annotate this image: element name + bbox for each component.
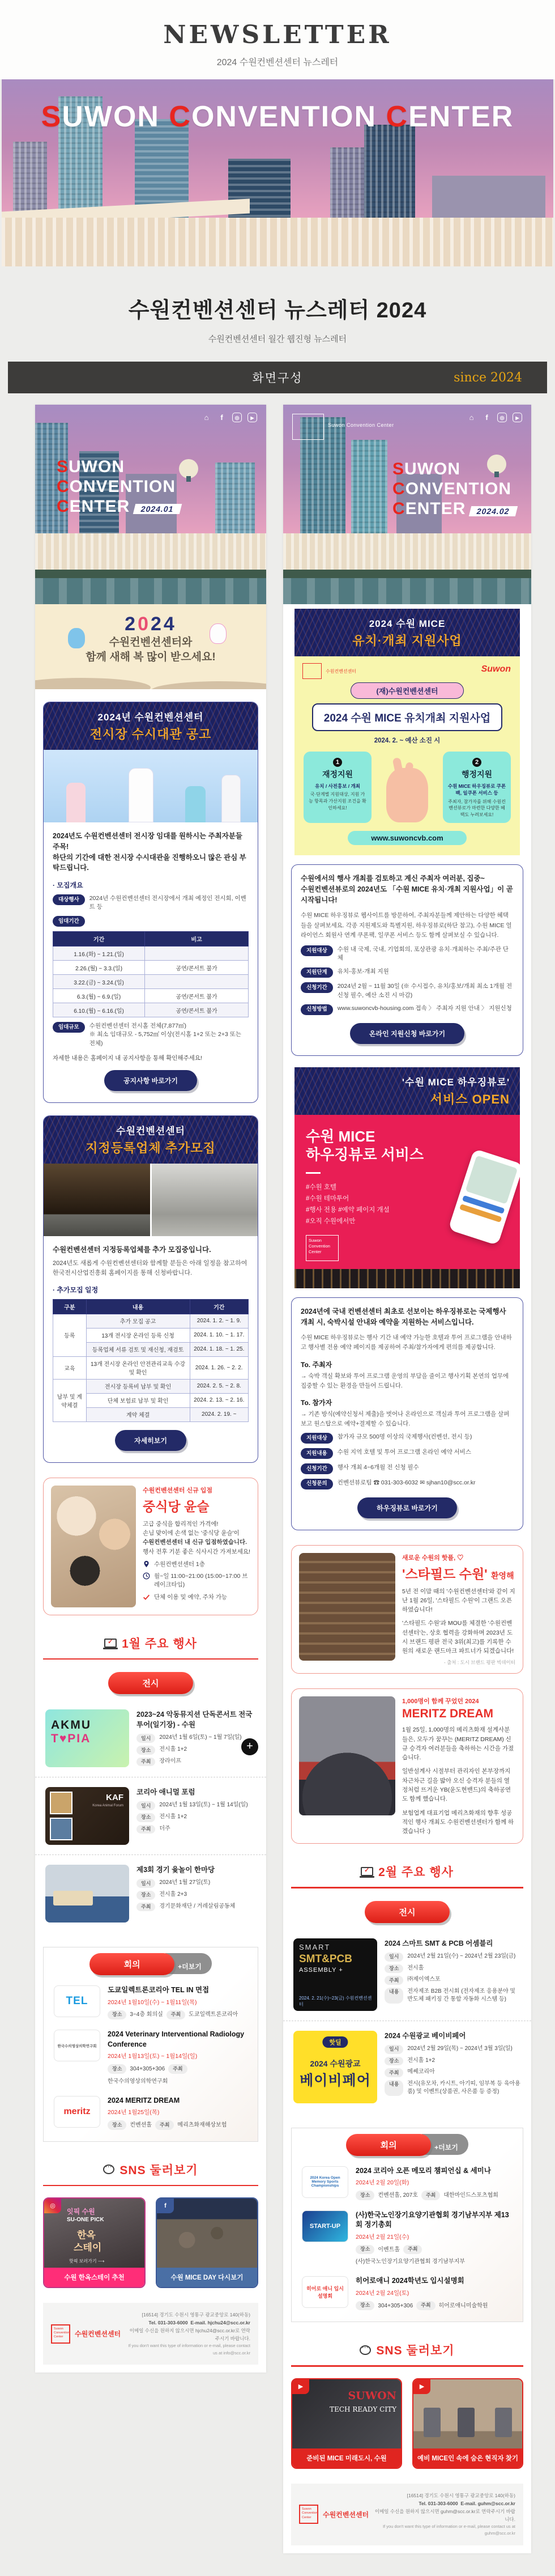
notice-registered-vendors (43, 1115, 258, 1463)
hill (151, 681, 266, 689)
hero-text: ENTER (408, 100, 514, 133)
notice-banner-line2: 전시장 수시대관 공고 (89, 727, 212, 741)
sns-thumbnail (413, 2379, 522, 2448)
support-paragraph: 수원 MICE 하우징뷰로 웹사이트를 방문하여, 주최자분들께 제안하는 다양한 혜택들을 살펴보세요. 각종 지원제도와 특별지원, 하우징뷰로(하단 참고), 수원 MICE 얼라이언스 회원사 연계 쿠폰팩, 일쿠폰 서비스 등도 함께 살펴보실 수 있습니다. (301, 911, 512, 939)
facebook-badge-icon: f (157, 2199, 174, 2213)
event-thumbnail: AKMU T♥PIA (45, 1709, 129, 1767)
event-thumbnail: KAF Korea Animal Forum (45, 1787, 129, 1845)
housing-title: 수원 MICE 하우징뷰로 서비스 (306, 1127, 424, 1164)
hall-photo (44, 1164, 150, 1236)
housing-banner-line2: 서비스 OPEN (430, 1092, 510, 1106)
restaurant-tag: 수원컨벤션센터 신규 입점 (143, 1487, 212, 1494)
col-header: 구분 (53, 1299, 87, 1314)
newsletter-column-february (283, 405, 531, 2553)
column-footer (43, 2303, 258, 2365)
footer-address: [16514] 경기도 수원시 영통구 광교중앙로 140(하동) Tel. 031-303-6000 E-mail. guhm@scc.or.kr 이메일 수신을 원하지 않으시면 guhm@scc.or.kr로 연락주시기 바랍니다. If you don't want this type of information or e-mail, please contact us at guhm@scc.or.kr (374, 2492, 515, 2536)
speech-bubble-icon (103, 2165, 114, 2174)
water (283, 578, 531, 604)
section-underline (43, 1658, 258, 1660)
event-title: 2024 수원광교 베이비페어 (385, 2031, 466, 2040)
person-figure (66, 783, 86, 822)
restaurant-extra: 단체 이용 및 예약, 주차 가능 (154, 1593, 228, 1601)
meritz-p2: 일반설계사 시절부터 관리자인 본부장까지 차근차근 길을 밟아 오신 승격자 분들의 열정처럼 뜨거운 YB(윤도현밴드)의 축하공연도 함께 했습니다. (402, 1768, 511, 1803)
events-section-title: 2월 주요 행사 (378, 1866, 454, 1879)
hall-photo (152, 1164, 258, 1236)
meritz-title: MERITZ DREAM (402, 1707, 493, 1721)
cover-title (57, 457, 181, 516)
hill (35, 678, 151, 689)
hero-text: ONVENTION (191, 100, 386, 133)
badge-scale: 임대규모 (53, 1022, 85, 1033)
meeting-title: 히어로애니 2024학년도 입시설명회 (356, 2277, 464, 2285)
divider (306, 1172, 321, 1174)
sns-card-facebook[interactable] (156, 2197, 258, 2288)
meetings-card (43, 1947, 258, 2142)
cover-social-icons (467, 413, 522, 422)
scc-logo: Suwon Convention Center (306, 1235, 339, 1261)
meeting-logo: START-UP (302, 2210, 348, 2242)
housing-paragraph: 수원 MICE 하우징뷰로는 행사 기간 내 예약 가능한 호텔과 투어 프로그램을 안내하고 행사별 전용 예약 페이지를 제공하여 주최/참가자에게 편의를 제공합니다. (301, 1334, 512, 1351)
events-section-title: 1월 주요 행사 (122, 1637, 197, 1650)
stamp (50, 1792, 72, 1814)
check-icon (143, 1593, 150, 1601)
notice-intro: 수원컨벤션센터 지정등록업체를 추가 모집중입니다. (53, 1245, 211, 1254)
starfield-tag: 새로운 수원의 핫플, ♡ (402, 1554, 464, 1561)
masthead (0, 0, 555, 79)
hall-photos (44, 1164, 258, 1236)
schedule-label: · 추가모집 일정 (53, 1285, 99, 1294)
event-thumbnail: SMART SMT&PCB ASSEMBLY + 2024. 2. 21(수)~23(금) 수원컨벤션센터 (293, 1938, 377, 2011)
event-date: 2024년 1월 13일(토) ~ 1월 14일(일) (159, 1802, 248, 1809)
event-date: 2024년 1월 27일(토) (159, 1879, 211, 1886)
sns-caption: 수원 MICE DAY 다시보기 (157, 2268, 257, 2287)
support-poster (294, 656, 520, 855)
newsletter-column-january (35, 405, 266, 2373)
event-place: 전시홀 1+2 (159, 1746, 187, 1753)
to-participant-text: → 기존 방식(예약신청서 제출)을 벗어나 온라인으로 객실과 투어 프로그램을 살펴보고 원스탑으로 예약+결제할 수 있습니다. (301, 1410, 510, 1427)
suwon-city-logo: Suwon (481, 664, 511, 674)
meeting-date: 2024년 2월 24일(토) (356, 2289, 409, 2297)
stamp (50, 1818, 72, 1840)
tree-band (283, 570, 531, 578)
since-label: since 2024 (454, 370, 522, 385)
event-title: 2023~24 악동뮤지션 단독콘서트 전국투어(일기장) - 수원 (136, 1711, 253, 1729)
person (495, 2408, 512, 2437)
cover-text: ENTER (69, 497, 130, 516)
sns-section-header (35, 2161, 266, 2178)
greeting-line1: 수원컨벤션센터와 (109, 636, 193, 648)
hero-banner (2, 79, 553, 266)
support-banner-line2: 유치·개최 지원사업 (352, 634, 462, 648)
dragon-character (210, 623, 227, 644)
hero-title (2, 100, 553, 134)
scc-logo: Suwon Convention Center (299, 2505, 318, 2524)
starfield-photo (299, 1553, 395, 1661)
event-title: 코리아 애니멀 포럼 (136, 1788, 195, 1797)
person-figure (185, 786, 206, 822)
laptop-icon (104, 1639, 117, 1648)
new-year-greeting (35, 604, 266, 689)
cover-january (35, 405, 266, 604)
poster-url[interactable]: www.suwoncvb.com (348, 831, 467, 845)
yut-board (53, 1891, 93, 1906)
apply-online-button[interactable]: 온라인 지원신청 바로가기 (350, 1023, 464, 1044)
people-illustration (44, 750, 258, 822)
badge: 지원단계 (301, 967, 333, 978)
table-row: 13개 전시장 온라인 등록 신청 2024. 1. 10. ~ 1. 17. (53, 1328, 249, 1342)
more-button[interactable]: +더보기 (165, 1953, 212, 1974)
cover-social-icons (202, 413, 257, 422)
badge: 신청문의 (301, 1479, 333, 1489)
event-item: 제3회 경기 윷놀이 한마당 일시 2024년 1월 27일(토) 장소 전시홀 2+3 주최 경기문화재단 / 겨레살림공동체 (35, 1854, 266, 1932)
instagram-badge-icon: ◎ (44, 2199, 61, 2213)
footer-address: [16514] 경기도 수원시 영통구 광교중앙로 140(하동) Tel. 031-303-6000 E-mail. hjchu24@scc.or.kr 이메일 수신을 원하지 않으시면 hjchu24@scc.or.kr로 연락주시기 바랍니다. If you don't want this type of information or e-mail, please contact us at info@scc.or.kr (128, 2312, 250, 2356)
cover-letter: S (57, 457, 69, 476)
cover-text: UWON (69, 457, 125, 476)
col-header: 비고 (145, 932, 249, 947)
events-section-header (35, 1635, 266, 1652)
instagram-icon[interactable]: ◎ (232, 413, 242, 422)
badge-target: 대상행사 (53, 894, 85, 905)
venue-building (283, 533, 531, 570)
scc-logo: Suwon Convention Center (51, 2324, 70, 2344)
hero-letter: C (386, 100, 409, 133)
hero-letter: S (41, 100, 62, 133)
table-row: 등록업체 서류 검토 및 재신청, 재검토 2024. 1. 18. ~ 1. 25. (53, 1342, 249, 1356)
restaurant-hours: 월~일 11:00~21:00 (15:00~17:00 브레이크타임) (154, 1573, 248, 1589)
event-host: 장라이프 (159, 1758, 182, 1764)
sns-caption: 예비 MICE인 속에 숨은 현직자 찾기 (413, 2448, 522, 2468)
col-header: 기간 (53, 932, 145, 947)
event-item: SMART SMT&PCB ASSEMBLY + 2024. 2. 21(수)~23(금) 수원컨벤션센터 2024 스마트 SMT & PCB 어셈블리 일시 2024년 2월 21일(수) ~ 2024년 2월 23일(금) 장소 전시홀 주최 ㈜제이엑스포 내용 전자제조 B2B 전시회 (전자제조 응용분야 및 반도체 패키징 간 통합 자동화 시스템 등) (283, 1929, 531, 2021)
meeting-logo: meritz (54, 2096, 100, 2128)
water (35, 578, 266, 604)
support-headline2: 수원컨벤션뷰로의 2024년도 「수원 MICE 유치·개최 지원사업」이 곧 시작됩니다! (301, 885, 513, 904)
sns-thumbnail: ◎ 잇픽 수원 SU-ONE PICK 한옥 스테이 핫픽 보러가기 ⟶ (44, 2199, 144, 2268)
notice-intro2: 하단의 기간에 대한 전시장 수시대관을 진행하오니 많은 관심 부탁드립니다. (53, 853, 246, 872)
event-host: 경기문화재단 / 겨레살림공동체 (159, 1903, 236, 1909)
support-bubble-1: 1 재정지원 유치 / 사전홍보 / 개최 국·단계별 지원대상, 지원 가능 항목과 가산지원 조건을 확인하세요! (304, 752, 372, 823)
meritz-tag: 1,000명이 함께 꾸었던 2024 (402, 1698, 479, 1705)
badge-scale-text: 수원컨벤션센터 전시홀 전체(7,877㎡) ※ 최소 임대규모 - 5,752㎡ 이상(전시홀 1+2 또는 2+3 또는 전체) (89, 1022, 242, 1047)
org-name: 수원컨벤션센터 (323, 2510, 369, 2519)
scc-logo: 수원컨벤션센터 (302, 663, 322, 679)
table-row: 2.26.(월) ~ 3.3.(일) 공연/콘서트 불가 (53, 961, 249, 975)
meeting-date: 2024년 1월25일(목) (108, 2109, 160, 2116)
table-row: 6.10.(월) ~ 6.16.(일) 공연/콘서트 불가 (53, 1003, 249, 1017)
event-thumbnail (45, 1865, 129, 1923)
badge: 신청방법 (301, 1004, 333, 1015)
housing-banner (294, 1067, 520, 1115)
event-place: 전시홀 1+2 (159, 1813, 187, 1820)
person (424, 2408, 441, 2437)
org-badge: (재)수원컨벤션센터 (351, 682, 464, 699)
table-row: 교육 13개 전시장 온라인 안전관리교육 수강 및 확인 2024. 1. 26. ~ 2. 2. (53, 1356, 249, 1379)
event-host: 더주 (159, 1825, 170, 1832)
event-date: 2024년 1월 6일(토) ~ 1월 7일(일) (159, 1734, 242, 1741)
sns-card-instagram[interactable] (43, 2197, 146, 2288)
event-item: AKMU T♥PIA 2023~24 악동뮤지션 단독콘서트 전국투어(일기장) - 수원 일시 2024년 1월 6일(토) ~ 1월 7일(일) 장소 전시홀 1+2 주최 장라이프 + (35, 1700, 266, 1777)
meeting-item: 히어로 애니 입시 설명회 히어로애니 2024학년도 입시설명회 2024년 2월 24일(토) 장소 304+305+306 주최 히어로애니미술학원 (302, 2276, 513, 2310)
poster-title: 2024 수원 MICE 유치개최 지원사업 (312, 703, 503, 731)
meritz-p1: 1월 25일, 1,000명의 메리츠화재 설계사분들은, 모두가 꿈꾸는 (MERITZ DREAM) 신규 승격자 여러분들을 축하하는 시간을 가졌습니다. (402, 1726, 514, 1762)
exhibition-pill[interactable]: 전시 (108, 1672, 193, 1694)
expand-plus-button[interactable]: + (241, 1738, 258, 1755)
youtube-play-icon: ▶ (292, 2379, 309, 2394)
col-header: 내용 (86, 1299, 190, 1314)
instagram-icon[interactable]: ◎ (497, 413, 507, 422)
badge: 지원내용 (301, 1448, 333, 1459)
hero-text: UWON (62, 100, 169, 133)
housing-photo-strip (294, 1269, 520, 1288)
meeting-title: 도쿄일렉트론코리아 TEL IN 면접 (108, 1986, 210, 1994)
cover-letter: C (57, 497, 70, 516)
restaurant-photo (51, 1486, 136, 1607)
starfield-source: - 출처 : 도시 브랜드 평판 빅데이터 (443, 1660, 515, 1666)
intro-block (0, 266, 555, 362)
sns-thumbnail: ▶ SUWON TECH READY CITY (292, 2379, 401, 2448)
event-item: KAF Korea Animal Forum 코리아 애니멀 포럼 일시 2024년 1월 13일(토) ~ 1월 14일(일) 장소 전시홀 1+2 주최 더주 (35, 1777, 266, 1854)
issue-badge: 2024.02 (469, 506, 518, 516)
cover-text: ONVENTION (405, 479, 512, 499)
newsletter-title: NEWSLETTER (163, 20, 392, 49)
table-row: 계약 체결 2024. 2. 19. ~ (53, 1407, 249, 1421)
meeting-date: 2024년 1월13일(토) ~ 1월14일(일) (108, 2053, 198, 2060)
sns-caption: 준비된 MICE 미래도시, 수원 (292, 2448, 401, 2468)
meeting-logo: TEL (54, 1985, 100, 2017)
housing-hashtags: #수원 호텔 #수원 테마투어 #행사 전용 #예약 페이지 개설 #오직 수원에서만 (306, 1183, 390, 1225)
table-row: 등록 추가 모집 공고 2024. 1. 2. ~ 1. 9. (53, 1314, 249, 1328)
cover-letter: C (392, 499, 405, 519)
notice-banner (44, 1116, 258, 1164)
meeting-item: 2024 Korea Open Memory Sports Championships 2024 코리아 오픈 메모리 챔피언십 & 세미나 2024년 2월 20일(화) 장소 컨벤션홀, 207호 주최 대한마인드스포츠협회 (302, 2166, 513, 2200)
cover-title (392, 459, 516, 519)
greeting-line2: 함께 새해 복 많이 받으세요! (86, 651, 216, 663)
notice-banner (44, 702, 258, 750)
issue-badge: 2024.01 (133, 504, 182, 514)
badge-target-text: 2024년 수원컨벤션센터 전시장에서 개최 예정인 전시회, 이벤트 등 (89, 895, 246, 911)
col-header: 기간 (190, 1299, 249, 1314)
meetings-card (291, 2128, 523, 2323)
badge-period: 임대기간 (53, 916, 85, 927)
person-figure (221, 775, 241, 822)
detail-button[interactable]: 자세히보기 (115, 1430, 186, 1451)
cover-february (283, 405, 531, 604)
housing-headline: 2024년에 국내 컨벤션센터 최초로 선보이는 하우징뷰로는 국제행사 개최 시, 숙박시설 안내와 예약을 지원하는 서비스입니다. (301, 1308, 506, 1326)
restaurant-location: 수원컨벤션센터 1층 (154, 1560, 205, 1568)
notice-exhibition-rental (43, 702, 258, 1103)
section-bar-label: 화면구성 (252, 372, 303, 385)
youtube-icon[interactable]: ▶ (247, 413, 257, 422)
meeting-date: 2024년 1월10일(수) ~ 1월11일(목) (108, 1998, 197, 2006)
support-banner-line1: 2024 수원 MICE (369, 618, 446, 629)
meeting-pill[interactable]: 회의 (89, 1953, 174, 1975)
meeting-title: (사)한국노인장기요양기관협회 경기남부지부 제13회 정기총회 (356, 2210, 509, 2229)
org-name: 수원컨벤션센터 (75, 2330, 121, 2339)
cover-letter: C (57, 477, 70, 496)
table-row: 단체 보험료 납부 및 확인 2024. 2. 13. ~ 2. 16. (53, 1393, 249, 1407)
table-row: 납부 및 계약체결 전시장 등록비 납부 및 확인 2024. 2. 5. ~ 2. 8. (53, 1379, 249, 1393)
page-title: 수원컨벤션센터 뉴스레터 2024 (128, 299, 427, 322)
building (351, 440, 387, 536)
newsletter-subtitle: 2024 수원컨벤션센터 뉴스레터 (216, 58, 339, 67)
badge: 지원대상 (301, 1433, 333, 1444)
person (458, 2408, 475, 2437)
badge: 지원대상 (301, 945, 333, 956)
sns-card-youtube[interactable] (291, 2378, 402, 2469)
notice-intro: 2024년도 수원컨벤션센터 전시장 임대를 원하시는 주최자분들 주목! (53, 832, 242, 851)
column-footer (291, 2484, 523, 2545)
balloon-doodle (179, 459, 198, 478)
dragon-character (68, 628, 85, 648)
event-item: 핫딜 2024 수원광교 베이비페어 2024 수원광교 베이비페어 일시 2024년 2월 29일(목) ~ 2024년 3월 3일(일) 장소 전시홀 1+2 주최 메쎄코리아 내용 전시(유모차, 카시트, 아기띠, 임부복 등 육아용품) 및 이벤트(상품권, 사은품 등 증정) (283, 2021, 531, 2113)
meeting-logo: 히어로 애니 입시 설명회 (302, 2276, 348, 2308)
restaurant-card (43, 1478, 258, 1615)
meeting-logo: 2024 Korea Open Memory Sports Championships (302, 2166, 348, 2198)
poster-period: 2024. 2. ~ 예산 소진 시 (374, 737, 441, 744)
page-subtitle: 수원컨벤션센터 월간 웹진형 뉴스레터 (208, 334, 347, 344)
cover-text: UWON (404, 460, 461, 478)
starfield-card (291, 1545, 523, 1674)
finger-heart-illustration (386, 768, 428, 822)
badge: 신청기간 (301, 982, 333, 993)
sns-card-youtube[interactable] (412, 2378, 523, 2469)
cover-letter: C (392, 479, 405, 499)
location-pin-icon (143, 1560, 150, 1568)
notice-banner-line2: 지정등록업체 추가모집 (86, 1140, 216, 1155)
section-underline (291, 2365, 523, 2367)
support-bubble-2: 2 행정지원 수원 MICE 하우징뷰로 쿠폰팩, 일쿠폰 서비스 등 주최자, 참가자를 위해 수원컨벤션뷰로가 마련한 다양한 혜택도 누려보세요! (443, 752, 511, 823)
cover-letter: S (392, 460, 405, 478)
notice-banner-line1: 2024년 수원컨벤션센터 (97, 712, 204, 723)
section-underline (291, 1887, 523, 1888)
notice-note: 자세한 내용은 홈페이지 내 공지사항을 통해 확인해주세요! (53, 1054, 202, 1062)
meritz-p3: 보험업계 대표기업 메리츠화재의 향후 성공적인 행사 개최도 수원컨벤션센터가 함께 하겠습니다 :) (402, 1809, 514, 1835)
starfield-p1: 5년 전 이맘 때의 '수원컨벤션센터'와 같이 지난 1월 26일, '스타필드 수원'이 그랜드 오픈 하였습니다! (402, 1588, 515, 1614)
sns-section-title: SNS 둘러보기 (119, 2163, 198, 2177)
youtube-icon[interactable]: ▶ (513, 413, 522, 422)
event-title: 2024 스마트 SMT & PCB 어셈블리 (385, 1939, 493, 1947)
greeting-year: 2024 (125, 613, 177, 635)
tree-band (35, 570, 266, 578)
starfield-p2: '스타필드 수원'과 MOU를 체결한 '수원컨벤션센터'는, 상호 협력을 강화하며 2023년 도시 브랜드 평판 전국 3위(최고)를 기록한 수원의 새로운 랜드마크 파트너가 되겠습니다! (402, 1620, 514, 1655)
support-headline1: 수원에서의 행사 개최를 검토하고 계신 주최자 여러분, 집중~ (301, 875, 485, 883)
overview-label: · 모집개요 (53, 881, 83, 889)
meritz-card (291, 1688, 523, 1844)
table-row: 1.16.(화) ~ 1.21.(일) (53, 947, 249, 961)
housing-banner-line1: '수원 MICE 하우징뷰로' (402, 1076, 510, 1088)
sns-section-title: SNS 둘러보기 (376, 2344, 455, 2358)
rental-period-table (53, 931, 249, 1017)
facebook-icon[interactable]: f (220, 413, 223, 422)
person-figure (129, 768, 153, 822)
section-bar (8, 362, 547, 393)
to-participant-label: To. 참가자 (301, 1398, 332, 1407)
event-title: 제3회 경기 윷놀이 한마당 (136, 1866, 215, 1874)
sns-section-header (283, 2341, 531, 2358)
exhibition-pill[interactable]: 전시 (365, 1901, 450, 1923)
hero-letter: C (169, 100, 191, 133)
home-icon[interactable]: ⌂ (204, 413, 209, 422)
speech-bubble-icon (360, 2345, 371, 2355)
badge: 신청기간 (301, 1463, 333, 1474)
meeting-logo: 한국수의영상의학연구회 (54, 2030, 100, 2061)
venue-building (2, 218, 553, 266)
meeting-title: 2024 코리아 오픈 메모리 챔피언십 & 세미나 (356, 2166, 491, 2175)
to-organizer-label: To. 주최자 (301, 1361, 332, 1369)
table-row: 6.3.(월) ~ 6.9.(일) 공연/콘서트 불가 (53, 989, 249, 1003)
housing-link-button[interactable]: 하우징뷰로 바로가기 (357, 1497, 457, 1518)
sns-caption: 수원 한옥스테이 추천 (44, 2268, 144, 2287)
building (215, 462, 255, 536)
youtube-play-icon: ▶ (413, 2379, 430, 2394)
housing-pink-card (294, 1115, 520, 1270)
meeting-title: 2024 Veterinary Interventional Radiology Conference (108, 2030, 245, 2048)
meeting-item: meritz 2024 MERITZ DREAM 2024년 1월25일(목) 장소 컨벤션홀 주최 메리츠화재해상보험 (54, 2096, 247, 2130)
events-section-header (283, 1863, 531, 1880)
cover-text: ONVENTION (69, 477, 176, 496)
notice-link-button[interactable]: 공지사항 바로가기 (104, 1070, 197, 1091)
more-button[interactable]: +더보기 (422, 2134, 468, 2155)
section-underline (43, 2185, 258, 2187)
starfield-title: '스타필드 수원' 환영해 (402, 1566, 514, 1581)
meeting-item: START-UP (사)한국노인장기요양기관협회 경기남부지부 제13회 정기총회 2024년 2월 21일(수) 장소 이벤트홀 주최 (사)한국노인장기요양기관협회 경기남부지부 (302, 2210, 513, 2267)
venue-building (35, 533, 266, 570)
housing-detail-card: 2024년에 국내 컨벤션센터 최초로 선보이는 하우징뷰로는 국제행사 개최 시, 숙박시설 안내와 예약을 지원하는 서비스입니다. 수원 MICE 하우징뷰로는 행사 기간 내 예약 가능한 호텔과 투어 프로그램을 안내하고 행사별 전용 예약 페이지를 제공하여 주최/참가자에게 편의를 제공합니다. To. 주최자 → 숙박 객실 확보와 투어 프로그램 운영의 부담을 줄이고 행사기획 본연의 업무에 집중할 수 있는 환경을 만들어 드립니다. To. 참가자 → 기존 방식(예약신청서 제출)을 벗어나 온라인으로 객실과 투어 프로그램을 살펴보고 원스탑으로 예약+결제할 수 있습니다. 지원대상 참가자 규모 500명 이상의 국제행사(컨벤션, 전시 등) 지원내용 수원 지역 호텔 및 투어 프로그램 온라인 예약 서비스 신청기간 행사 개최 4~6개월 전 신청 필수 신청문의 컨벤션뷰로팀 ☎ 031-303-6032 ✉ sjhan10@scc.or.kr 하우징뷰로 바로가기 (291, 1297, 523, 1530)
notice-banner-line1: 수원컨벤션센터 (116, 1125, 185, 1136)
laptop-icon (361, 1867, 373, 1876)
event-place: 전시홀 2+3 (159, 1891, 187, 1898)
cover-text: ENTER (405, 499, 466, 519)
home-icon[interactable]: ⌂ (469, 413, 474, 422)
to-organizer-text: → 숙박 객실 확보와 투어 프로그램 운영의 부담을 줄이고 행사기획 본연의 업무에 집중할 수 있는 환경을 만들어 드립니다. (301, 1373, 509, 1390)
meeting-title: 2024 MERITZ DREAM (108, 2096, 180, 2104)
restaurant-desc: 고급 중식을 합리적인 가격에! 손님 맞이에 손색 없는 '중식당 윤슬'이 수원컨벤션센터 내 신규 입점하였습니다. 행사 전후 기분 좋은 식사시간 가져보세요! (143, 1520, 250, 1555)
clock-icon (143, 1572, 150, 1580)
meeting-date: 2024년 2월 21일(수) (356, 2233, 409, 2240)
event-thumbnail: 핫딜 2024 수원광교 베이비페어 (293, 2031, 377, 2103)
table-row: 3.22.(금) ~ 3.24.(일) (53, 975, 249, 989)
facebook-icon[interactable]: f (485, 413, 488, 422)
meritz-photo (299, 1696, 395, 1815)
sns-thumbnail (157, 2199, 257, 2268)
meeting-date: 2024년 2월 20일(화) (356, 2179, 409, 2187)
support-detail-card: 수원에서의 행사 개최를 검토하고 계신 주최자 여러분, 집중~ 수원컨벤션뷰로의 2024년도 「수원 MICE 유치·개최 지원사업」이 곧 시작됩니다! 수원 MICE 하우징뷰로 웹사이트를 방문하여, 주최자분들께 제안하는 다양한 혜택들을 살펴보세요. 각종 지원제도와 특별지원, 하우징뷰로(하단 참고), 수원 MICE 얼라이언스 회원사 연계 쿠폰팩, 일쿠폰 서비스 등도 함께 살펴보실 수 있습니다. 지원대상 수원 내 국제, 국내, 기업회의, 포상관광 유치·개최하는 주최/주관 단체 지원단계 유치-홍보-개최 지원 신청기간 2024년 2월 ~ 11월 30일 (※ 수시접수, 유치/홍보/개최 최소 1개월 전 신청 필수, 예산 소진 시 마감) 신청방법 www.suwoncvb-housing.com 접속 〉 주최자 지원 안내 〉 지원신청 온라인 지원신청 바로가기 (291, 864, 523, 1055)
scc-cover-logo: Suwon Convention Center (292, 414, 324, 440)
meeting-item: TEL 도쿄일렉트론코리아 TEL IN 면접 2024년 1월10일(수) ~ 1월11일(목) 장소 3~4층 회의실 주최 도쿄일렉트론코리아 (54, 1985, 247, 2019)
meeting-item: 한국수의영상의학연구회 2024 Veterinary Interventional Radiology Conference 2024년 1월13일(토) ~ 1월14일(일) 장소 304+305+306 주최 한국수의영상의학연구회 (54, 2030, 247, 2086)
meeting-pill[interactable]: 회의 (346, 2134, 431, 2156)
notice-desc: 2024년도 새롭게 수원컨벤션센터와 함께할 분들은 아래 일정을 참고하여 한국전시산업진흥회 홈페이지를 통해 신청바랍니다. (53, 1259, 247, 1276)
recruit-schedule-table (53, 1299, 249, 1422)
restaurant-title: 중식당 윤슬 (143, 1499, 210, 1514)
support-banner (294, 609, 520, 656)
